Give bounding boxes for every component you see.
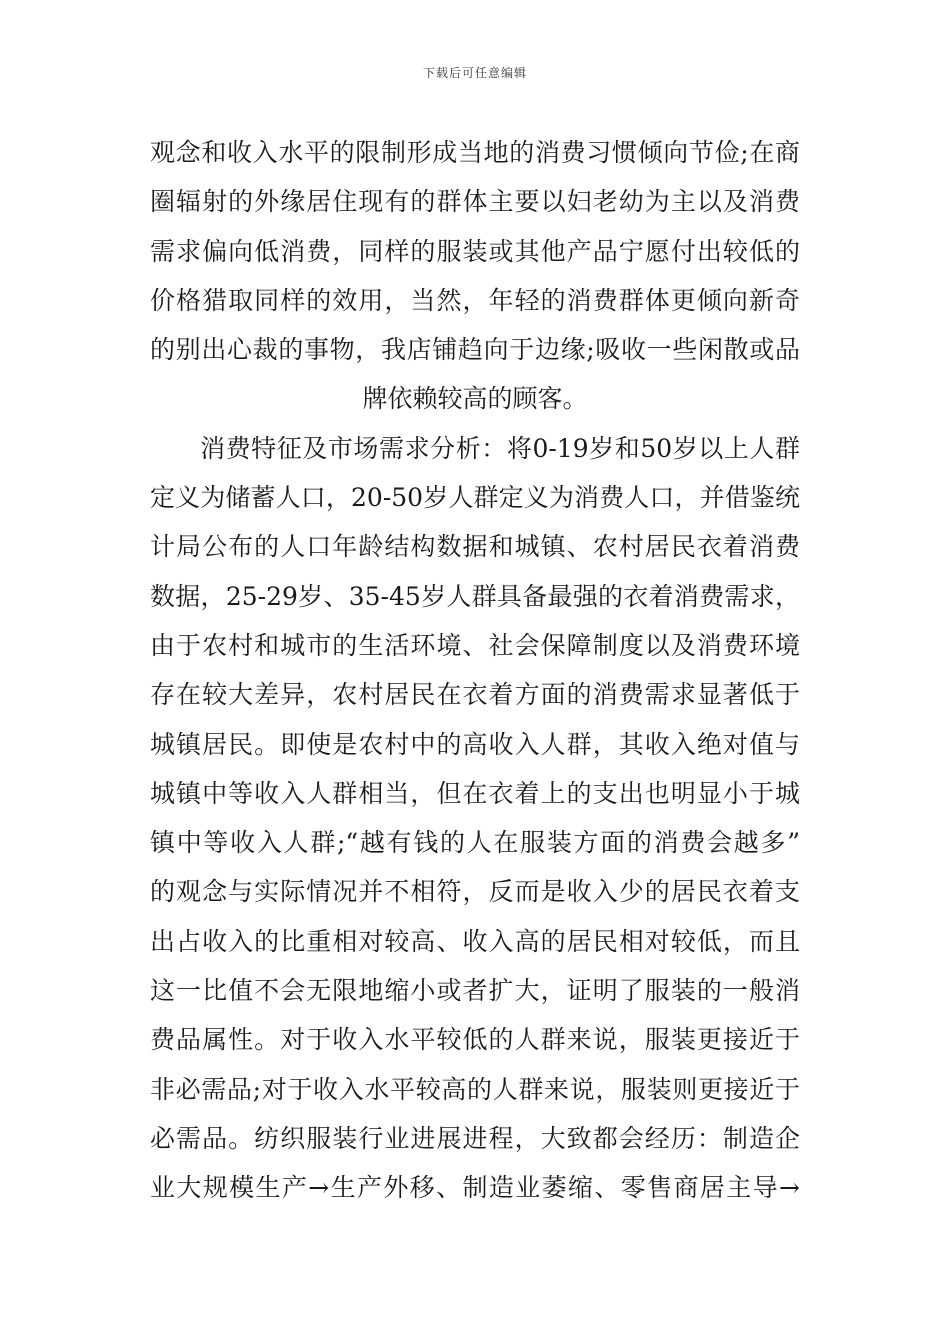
text-line: 需求偏向低消费，同样的服装或其他产品宁愿付出较低的 [150, 236, 800, 266]
text-line: 的别出心裁的事物，我店铺趋向于边缘;吸收一些闲散或品 [150, 335, 800, 365]
text-line: 存在较大差异，农村居民在衣着方面的消费需求显著低于 [150, 680, 800, 710]
text-line: 非必需品;对于收入水平较高的人群来说，服装则更接近于 [150, 1074, 800, 1104]
text-line: 牌依赖较高的顾客。 [362, 384, 588, 414]
text-line: 计局公布的人口年龄结构数据和城镇、农村居民衣着消费 [150, 532, 800, 562]
text-line: 由于农村和城市的生活环境、社会保障制度以及消费环境 [150, 630, 800, 660]
paragraph-2 [150, 424, 800, 1213]
text-line: 业大规模生产→生产外移、制造业萎缩、零售商居主导→ [150, 1173, 800, 1203]
text-line: 价格猎取同样的效用，当然，年轻的消费群体更倾向新奇 [150, 285, 800, 315]
text-line: 城镇中等收入人群相当，但在衣着上的支出也明显小于城 [150, 778, 800, 808]
text-line: 消费特征及市场需求分析：将0-19岁和50岁以上人群 [200, 433, 800, 463]
text-line: 城镇居民。即使是农村中的高收入人群，其收入绝对值与 [150, 729, 800, 759]
text-line: 这一比值不会无限地缩小或者扩大，证明了服装的一般消 [150, 976, 800, 1006]
text-line: 出占收入的比重相对较高、收入高的居民相对较低，而且 [150, 926, 800, 956]
text-line: 定义为储蓄人口，20-50岁人群定义为消费人口，并借鉴统 [150, 483, 800, 513]
text-line: 圈辐射的外缘居住现有的群体主要以妇老幼为主以及消费 [150, 187, 800, 217]
text-line: 数据，25-29岁、35-45岁人群具备最强的衣着消费需求， [150, 581, 800, 611]
text-line: 镇中等收入人群;“越有钱的人在服装方面的消费会越多” [150, 828, 800, 858]
text-line: 费品属性。对于收入水平较低的人群来说，服装更接近于 [150, 1025, 800, 1055]
text-line: 必需品。纺织服装行业进展进程，大致都会经历：制造企 [150, 1123, 800, 1153]
page-header: 下载后可任意编辑 [422, 66, 527, 80]
document-body [150, 128, 800, 1213]
text-line: 的观念与实际情况并不相符，反而是收入少的居民衣着支 [150, 877, 800, 907]
text-line: 观念和收入水平的限制形成当地的消费习惯倾向节俭;在商 [150, 138, 800, 167]
paragraph-1 [150, 128, 800, 424]
